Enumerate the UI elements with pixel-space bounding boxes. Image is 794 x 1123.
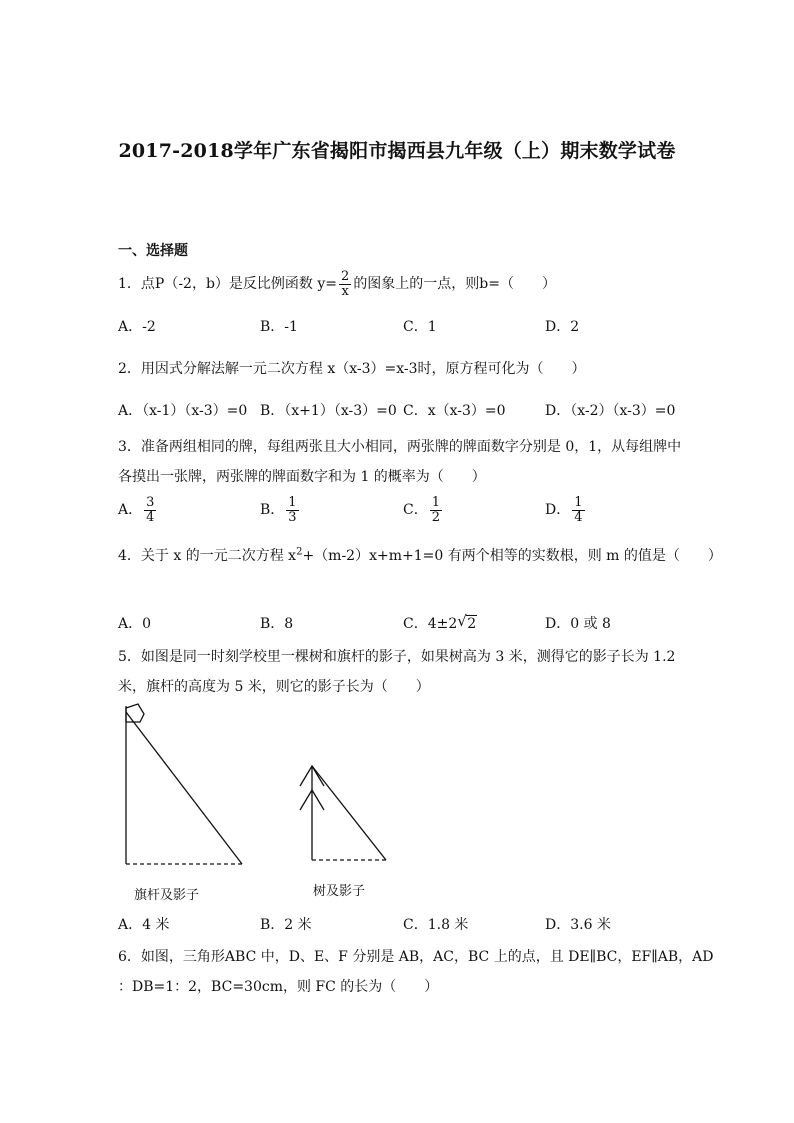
q4-option-a: A．0 xyxy=(118,616,152,632)
question-6-line-1: 6．如图，三角形ABC 中，D、E、F 分别是 AB，AC，BC 上的点，且 DE∥BC，EF∥AB，AD xyxy=(118,949,714,965)
question-1-post: 的图象上的一点，则b=（ ） xyxy=(353,276,557,293)
question-1-fraction xyxy=(339,270,351,298)
section-heading-choice: 一、选择题 xyxy=(118,243,188,259)
tree-drawing xyxy=(300,766,386,860)
fraction-denominator: 4 xyxy=(574,509,583,525)
q3-option-d-label: D． xyxy=(545,502,571,519)
q3-option-b xyxy=(260,496,301,524)
question-2: 2．用因式分解法解一元二次方程 x（x-3）=x-3时，原方程可化为（ ） xyxy=(118,361,586,377)
fraction-numerator: 2 xyxy=(341,269,350,284)
q1-option-d: D．2 xyxy=(545,319,580,335)
q3-option-d xyxy=(545,496,587,524)
q2-option-c: C．x（x-3）=0 xyxy=(403,403,506,419)
q5-option-a: A．4 米 xyxy=(118,917,170,933)
q3-option-c xyxy=(403,496,444,524)
q1-option-b: B．-1 xyxy=(260,319,298,335)
flagpole-drawing xyxy=(126,704,242,864)
flagpole-shadow-ray xyxy=(126,712,242,864)
question-4-superscript: 2 xyxy=(296,546,303,558)
q2-option-b: B．（x+1）（x-3）=0 xyxy=(260,403,397,419)
sqrt-argument: 2 xyxy=(467,616,477,632)
q4-option-c-pre: C．4±2 xyxy=(403,616,458,632)
q1-option-c: C．1 xyxy=(403,319,437,335)
tree-caption: 树及影子 xyxy=(313,884,366,899)
question-3-line-1: 3．准备两组相同的牌，每组两张且大小相同，两张牌的牌面数字分别是 0，1，从每组牌中 xyxy=(118,439,682,455)
question-4-post: +（m-2）x+m+1=0 有两个相等的实数根，则 m 的值是（ ） xyxy=(302,548,722,564)
question-3-line-2: 各摸出一张牌，两张牌的牌面数字和为 1 的概率为（ ） xyxy=(118,469,486,485)
q2-option-a: A．（x-1）（x-3）=0 xyxy=(118,403,248,419)
q3-option-d-fraction xyxy=(572,496,584,524)
q3-option-a-label: A． xyxy=(118,502,143,519)
tree-shadow-ray xyxy=(312,766,386,860)
fraction-denominator: 2 xyxy=(431,509,440,525)
q4-option-c xyxy=(403,613,477,633)
q3-option-c-label: C． xyxy=(403,502,428,519)
q3-option-b-fraction xyxy=(286,496,298,524)
q1-option-a: A．-2 xyxy=(118,319,156,335)
q5-option-d: D．3.6 米 xyxy=(545,917,611,933)
question-5-line-2: 米，旗杆的高度为 5 米，则它的影子长为（ ） xyxy=(118,679,430,695)
fraction-numerator: 3 xyxy=(146,495,155,510)
fraction-numerator: 1 xyxy=(288,495,297,510)
q3-option-a-fraction xyxy=(144,496,156,524)
question-6-line-2: ：DB=1：2，BC=30cm，则 FC 的长为（ ） xyxy=(118,979,439,995)
page-title: 2017-2018学年广东省揭阳市揭西县九年级（上）期末数学试卷 xyxy=(118,140,676,162)
q5-option-b: B．2 米 xyxy=(260,917,312,933)
question-4-pre: 4．关于 x 的一元二次方程 x xyxy=(118,548,297,564)
q4-option-d: D．0 或 8 xyxy=(545,616,611,632)
sqrt-sign-icon: √ xyxy=(457,612,467,630)
flagpole-caption: 旗杆及影子 xyxy=(134,888,200,903)
question-1 xyxy=(118,270,556,298)
fraction-denominator: x xyxy=(341,283,349,299)
fraction-denominator: 3 xyxy=(288,509,297,525)
q4-option-b: B．8 xyxy=(260,616,294,632)
q4-option-c-sqrt xyxy=(457,612,477,632)
fraction-denominator: 4 xyxy=(146,509,155,525)
question-4 xyxy=(118,545,722,565)
q3-option-b-label: B． xyxy=(260,502,285,519)
q5-option-c: C．1.8 米 xyxy=(403,917,469,933)
q2-option-d: D．（x-2）（x-3）=0 xyxy=(545,403,676,419)
fraction-numerator: 1 xyxy=(431,495,440,510)
shadow-figure xyxy=(110,700,400,900)
fraction-numerator: 1 xyxy=(574,495,583,510)
q3-option-a xyxy=(118,496,158,524)
question-1-pre: 1．点P（-2，b）是反比例函数 y= xyxy=(118,276,338,293)
question-5-line-1: 5．如图是同一时刻学校里一棵树和旗杆的影子，如果树高为 3 米，测得它的影子长为 1.2 xyxy=(118,649,676,665)
q3-option-c-fraction xyxy=(430,496,442,524)
flag-shape xyxy=(126,704,144,722)
